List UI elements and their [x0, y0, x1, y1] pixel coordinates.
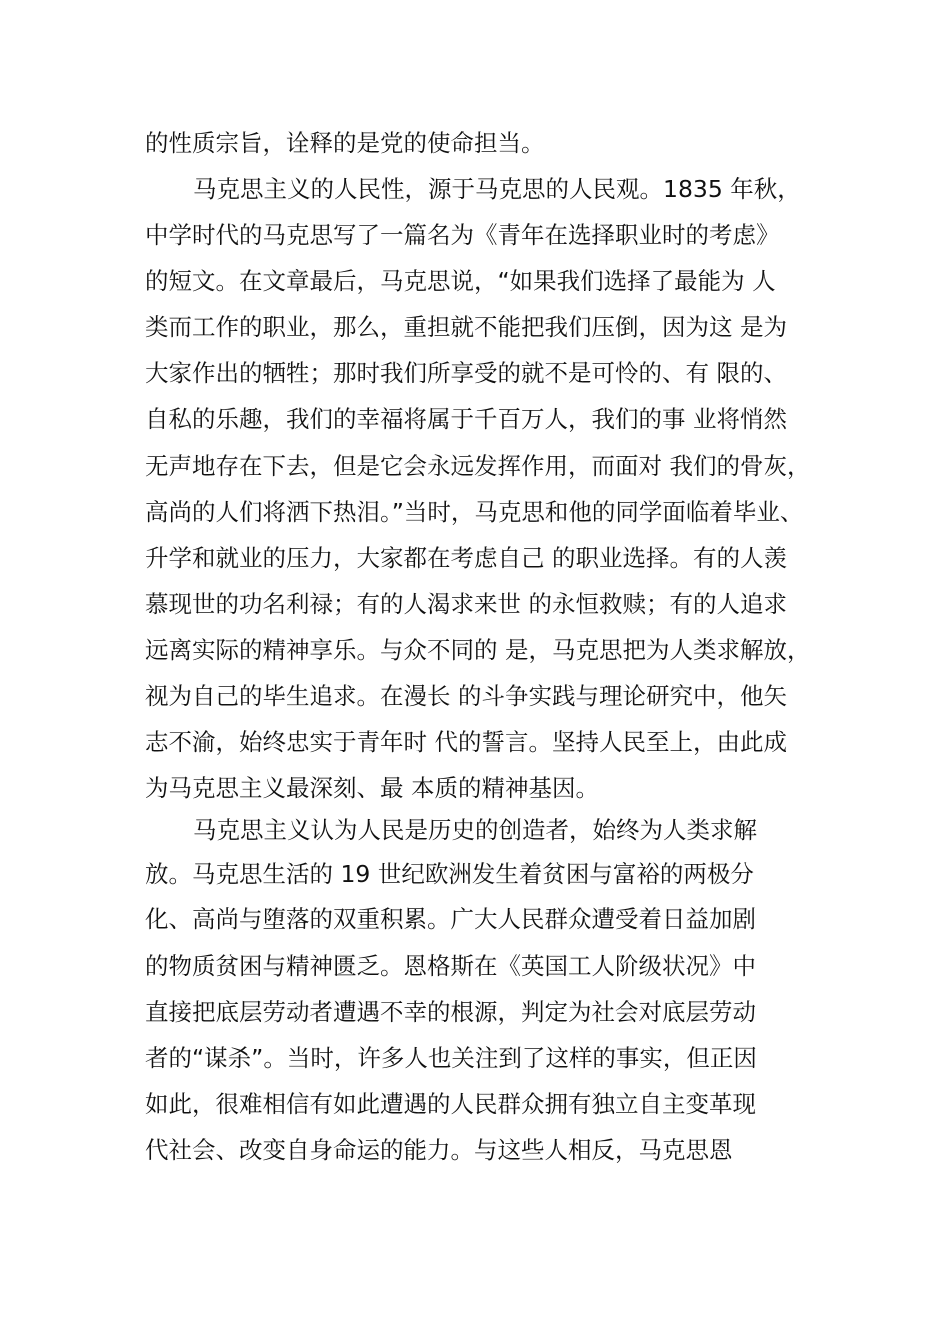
text-line: 的物质贫困与精神匮乏。恩格斯在《英国工人阶级状况》中 [145, 952, 756, 980]
text-line: 类而工作的职业，那么，重担就不能把我们压倒，因为这 是为 [145, 313, 787, 341]
text-line: 中学时代的马克思写了一篇名为《青年在选择职业时的考虑》 [145, 221, 780, 249]
text-line: 的短文。在文章最后，马克思说，“如果我们选择了最能为 人 [145, 267, 776, 295]
text-line: 代社会、改变自身命运的能力。与这些人相反，马克思恩 [145, 1136, 733, 1164]
text-line: 大家作出的牺牲；那时我们所享受的就不是可怜的、有 限的、 [145, 359, 787, 387]
text-line: 远离实际的精神享乐。与众不同的 是，马克思把为人类求解放， [145, 636, 811, 664]
text-line: 如此，很难相信有如此遭遇的人民群众拥有独立自主变革现 [145, 1090, 756, 1118]
text-line: 化、高尚与堕落的双重积累。广大人民群众遭受着日益加剧 [145, 905, 756, 933]
text-line: 无声地存在下去，但是它会永远发挥作用，而面对 我们的骨灰， [145, 452, 811, 480]
text-line: 的性质宗旨，诠释的是党的使命担当。 [145, 129, 545, 157]
text-line: 慕现世的功名利禄；有的人渴求来世 的永恒救赎；有的人追求 [145, 590, 787, 618]
text-line: 放。马克思生活的 19 世纪欧洲发生着贫困与富裕的两极分 [145, 860, 754, 888]
text-line: 者的“谋杀”。当时，许多人也关注到了这样的事实，但正因 [145, 1044, 757, 1072]
paragraph-start-line: 马克思主义认为人民是历史的创造者，始终为人类求解 [193, 816, 757, 844]
text-line: 视为自己的毕生追求。在漫长 的斗争实践与理论研究中，他矢 [145, 682, 787, 710]
text-line: 为马克思主义最深刻、最 本质的精神基因。 [145, 774, 599, 802]
text-line: 自私的乐趣，我们的幸福将属于千百万人，我们的事 业将悄然 [145, 405, 787, 433]
paragraph-start-line: 马克思主义的人民性，源于马克思的人民观。1835 年秋， [193, 175, 801, 203]
text-line: 直接把底层劳动者遭遇不幸的根源，判定为社会对底层劳动 [145, 998, 756, 1026]
text-line: 高尚的人们将洒下热泪。”当时，马克思和他的同学面临着毕业、 [145, 498, 804, 526]
text-line: 志不渝，始终忠实于青年时 代的誓言。坚持人民至上，由此成 [145, 728, 787, 756]
text-line: 升学和就业的压力，大家都在考虑自己 的职业选择。有的人羡 [145, 544, 787, 572]
